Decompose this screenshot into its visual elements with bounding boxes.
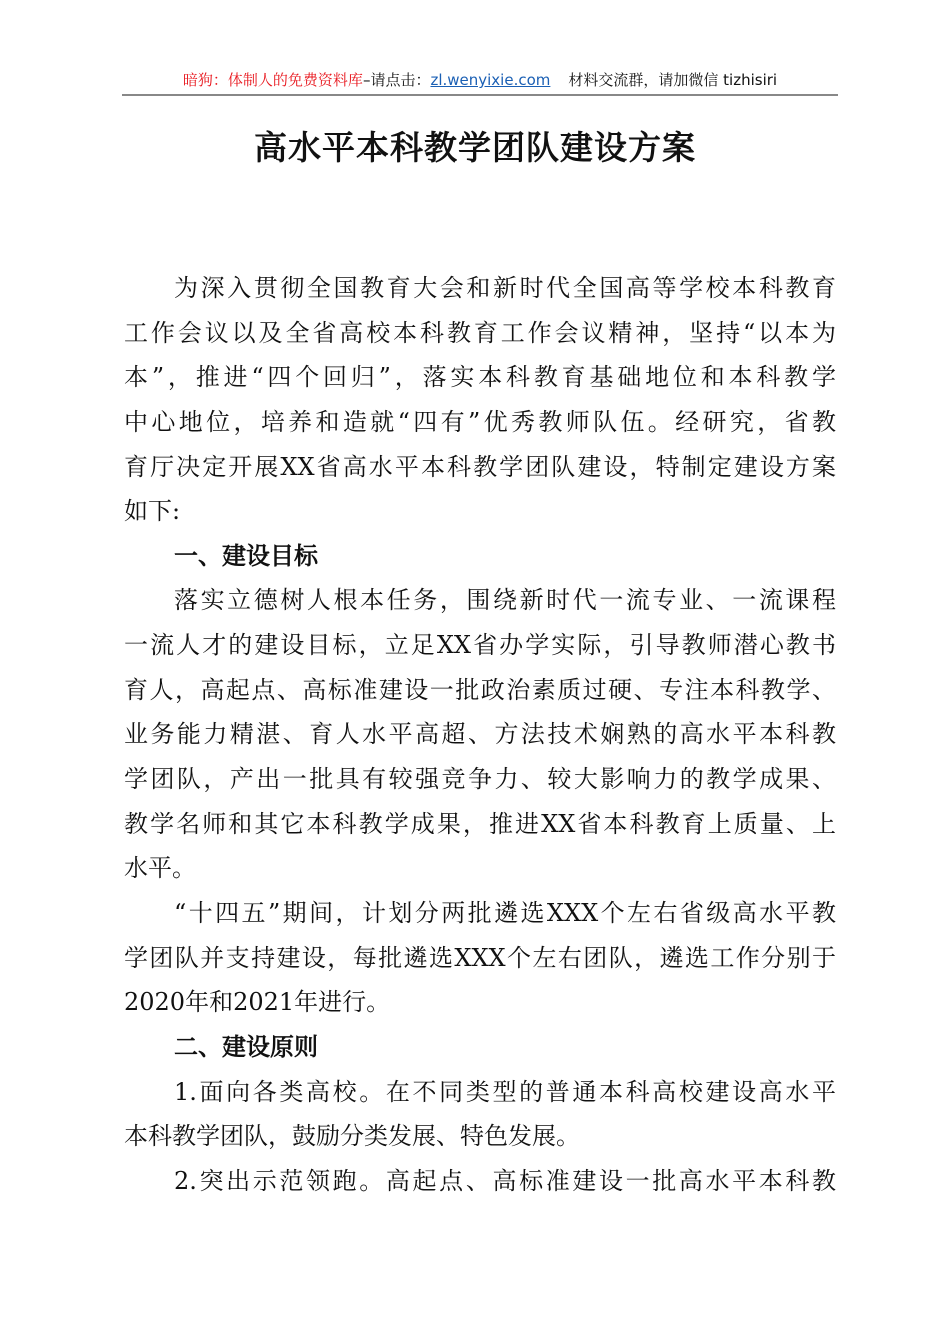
section-heading: 一、建设目标 xyxy=(174,541,318,570)
paragraph-line: 工作会议以及全省高校本科教育工作会议精神，坚持“以本为 xyxy=(124,318,836,347)
header-link[interactable]: zl.wenyixie.com xyxy=(430,71,551,89)
document-title: 高水平本科教学团队建设方案 xyxy=(254,128,696,167)
paragraph-line: 教学名师和其它本科教学成果，推进XX省本科教育上质量、上 xyxy=(124,809,836,838)
paragraph xyxy=(124,578,836,890)
paragraph-line: 为深入贯彻全国教育大会和新时代全国高等学校本科教育 xyxy=(174,274,836,302)
section-heading: 二、建设原则 xyxy=(174,1032,318,1061)
paragraph-line: 本科教学团队，鼓励分类发展、特色发展。 xyxy=(124,1122,580,1151)
paragraph-line: 水平。 xyxy=(124,854,196,883)
paragraph-line: 育人，高起点、高标准建设一批政治素质过硬、专注本科教学、 xyxy=(124,675,836,704)
header-click-text: –请点击： xyxy=(362,71,431,89)
paragraph xyxy=(124,1070,836,1159)
page-header xyxy=(122,68,838,96)
paragraph-line: 学团队并支持建设，每批遴选XXX个左右团队，遴选工作分别于 xyxy=(124,943,836,972)
paragraph xyxy=(124,266,836,534)
paragraph-line: 2020年和2021年进行。 xyxy=(124,988,391,1017)
paragraph-line: 落实立德树人根本任务，围绕新时代一流专业、一流课程 xyxy=(174,586,836,615)
paragraph-line: 本”，推进“四个回归”，落实本科教育基础地位和本科教学 xyxy=(124,363,836,392)
paragraph-line: “十四五”期间，计划分两批遴选XXX个左右省级高水平教 xyxy=(174,898,836,927)
document-body xyxy=(124,266,836,1203)
header-contact: 材料交流群，请加微信 tizhisiri xyxy=(568,71,778,89)
paragraph-line: 如下: xyxy=(124,497,181,526)
paragraph-line: 1.面向各类高校。在不同类型的普通本科高校建设高水平 xyxy=(174,1077,836,1106)
paragraph-line: 2.突出示范领跑。高起点、高标准建设一批高水平本科教 xyxy=(174,1166,836,1195)
paragraph xyxy=(124,1159,836,1204)
paragraph-line: 中心地位，培养和造就“四有”优秀教师队伍。经研究，省教 xyxy=(124,407,836,436)
header-site-name: 暗狗：体制人的免费资料库 xyxy=(182,71,363,89)
paragraph-line: 学团队，产出一批具有较强竞争力、较大影响力的教学成果、 xyxy=(124,765,836,794)
paragraph-line: 一流人才的建设目标，立足XX省办学实际，引导教师潜心教书 xyxy=(124,631,836,660)
paragraph-line: 育厅决定开展XX省高水平本科教学团队建设，特制定建设方案 xyxy=(124,452,836,481)
paragraph xyxy=(124,891,836,1025)
paragraph-line: 业务能力精湛、育人水平高超、方法技术娴熟的高水平本科教 xyxy=(124,720,836,749)
